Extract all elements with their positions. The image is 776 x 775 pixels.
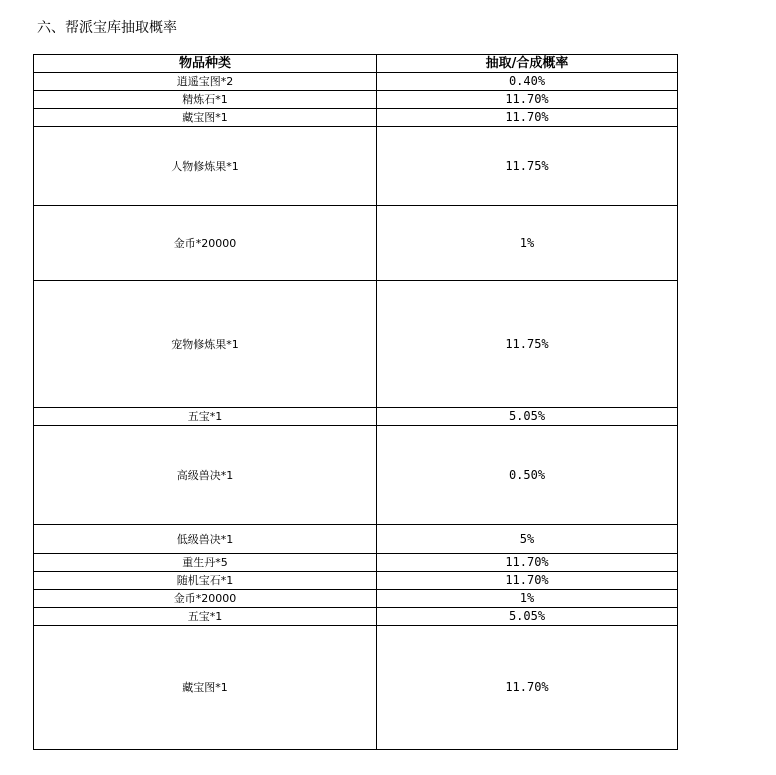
item-name-cell: 随机宝石*1 xyxy=(34,572,377,590)
item-name-cell: 五宝*1 xyxy=(34,608,377,626)
table-row xyxy=(34,281,678,408)
rate-cell: 1% xyxy=(377,206,678,281)
table-row xyxy=(34,608,678,626)
rate-cell: 11.75% xyxy=(377,127,678,206)
rate-cell: 11.70% xyxy=(377,626,678,750)
table-row xyxy=(34,572,678,590)
section-title: 六、帮派宝库抽取概率 xyxy=(37,20,177,36)
rate-cell: 11.75% xyxy=(377,281,678,408)
rate-cell: 11.70% xyxy=(377,91,678,109)
item-name-cell: 五宝*1 xyxy=(34,408,377,426)
rate-cell: 11.70% xyxy=(377,554,678,572)
item-name-cell: 藏宝图*1 xyxy=(34,626,377,750)
table-row xyxy=(34,554,678,572)
rate-cell: 5.05% xyxy=(377,608,678,626)
column-header-rate: 抽取/合成概率 xyxy=(377,55,678,73)
rate-cell: 5.05% xyxy=(377,408,678,426)
item-name-cell: 藏宝图*1 xyxy=(34,109,377,127)
table-row xyxy=(34,91,678,109)
table-row xyxy=(34,408,678,426)
table-row xyxy=(34,127,678,206)
item-name-cell: 高级兽决*1 xyxy=(34,426,377,525)
item-name-cell: 金币*20000 xyxy=(34,590,377,608)
rate-cell: 5% xyxy=(377,525,678,554)
table-row xyxy=(34,206,678,281)
rate-cell: 0.40% xyxy=(377,73,678,91)
table-row xyxy=(34,73,678,91)
item-name-cell: 逍遥宝图*2 xyxy=(34,73,377,91)
table-row xyxy=(34,525,678,554)
item-name-cell: 宠物修炼果*1 xyxy=(34,281,377,408)
rate-cell: 0.50% xyxy=(377,426,678,525)
rate-cell: 1% xyxy=(377,590,678,608)
item-name-cell: 精炼石*1 xyxy=(34,91,377,109)
column-header-item: 物品种类 xyxy=(34,55,377,73)
table-row xyxy=(34,109,678,127)
item-name-cell: 人物修炼果*1 xyxy=(34,127,377,206)
rate-cell: 11.70% xyxy=(377,109,678,127)
item-name-cell: 金币*20000 xyxy=(34,206,377,281)
table-row xyxy=(34,426,678,525)
table-row xyxy=(34,626,678,750)
item-name-cell: 重生丹*5 xyxy=(34,554,377,572)
probability-table xyxy=(33,54,678,750)
item-name-cell: 低级兽决*1 xyxy=(34,525,377,554)
rate-cell: 11.70% xyxy=(377,572,678,590)
table-row xyxy=(34,590,678,608)
table-header-row xyxy=(34,55,678,73)
